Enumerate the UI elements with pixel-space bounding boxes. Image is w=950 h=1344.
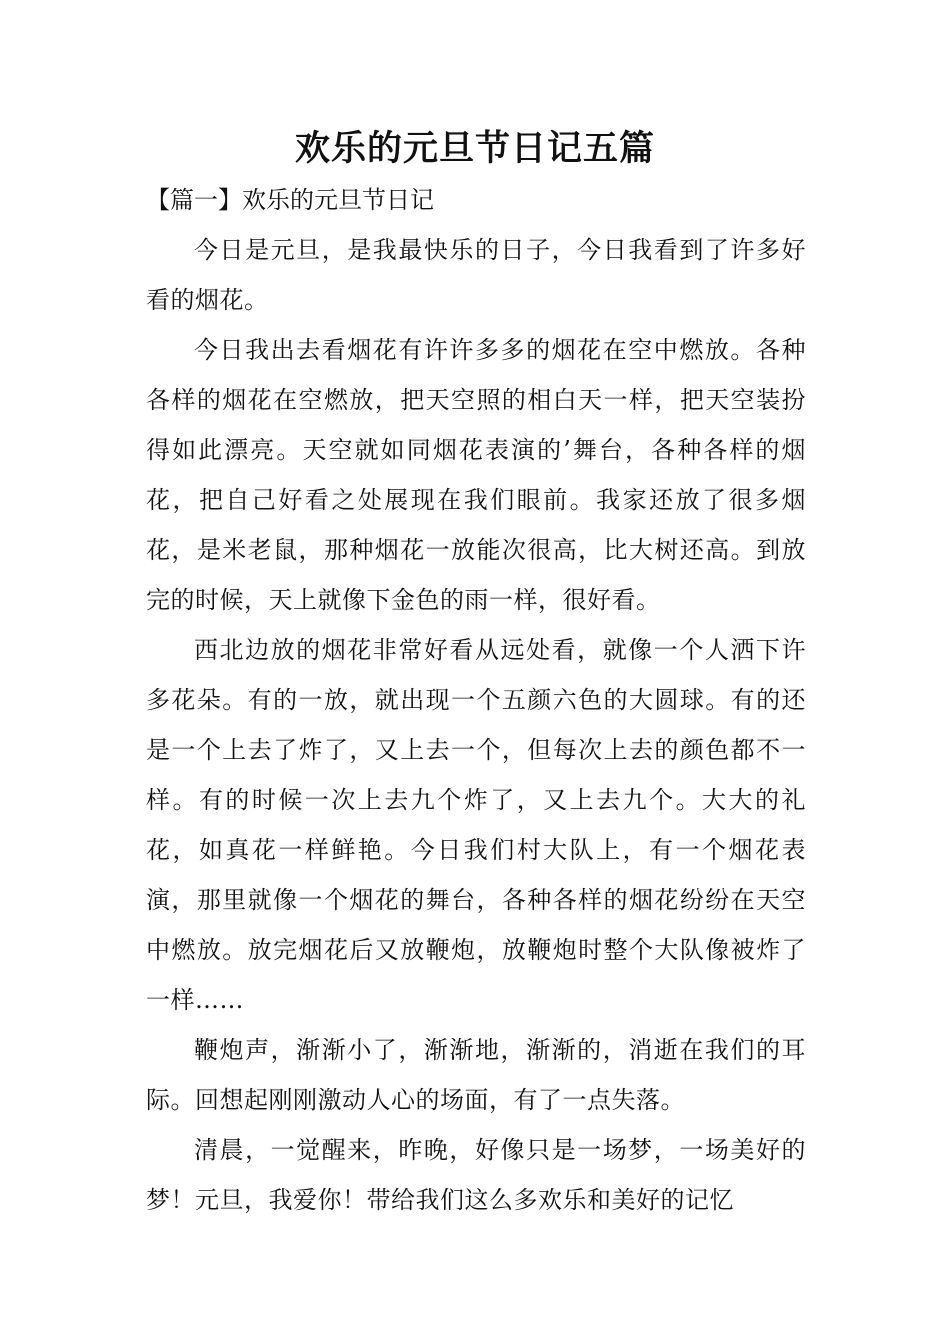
paragraph: 今日我出去看烟花有许许多多的烟花在空中燃放。各种各样的烟花在空燃放，把天空照的相白天一样，把天空装扮得如此漂亮。天空就如同烟花表演的’舞台，各种各样的烟花，把自己好看之处展现在我们眼前。我家还放了很多烟花，是米老鼠，那种烟花一放能次很高，比大树还高。到放完的时候，天上就像下金色的雨一样，很好看。	[146, 336, 806, 614]
paragraph: 鞭炮声，渐渐小了，渐渐地，渐渐的，消逝在我们的耳际。回想起刚刚激动人心的场面，有了一点失落。	[146, 1036, 806, 1114]
document-title: 欢乐的元旦节日记五篇	[294, 129, 655, 169]
document-body	[146, 225, 806, 1225]
paragraph: 西北边放的烟花非常好看从远处看，就像一个人洒下许多花朵。有的一放，就出现一个五颜六色的大圆球。有的还是一个上去了炸了，又上去一个，但每次上去的颜色都不一样。有的时候一次上去九个炸了，又上去九个。大大的礼花，如真花一样鲜艳。今日我们村大队上，有一个烟花表演，那里就像一个烟花的舞台，各种各样的烟花纷纷在天空中燃放。放完烟花后又放鞭炮，放鞭炮时整个大队像被炸了一样……	[146, 636, 806, 1014]
paragraph: 今日是元旦，是我最快乐的日子，今日我看到了许多好看的烟花。	[146, 236, 806, 314]
paragraph: 清晨，一觉醒来，昨晚，好像只是一场梦，一场美好的梦！元旦，我爱你！带给我们这么多欢乐和美好的记忆	[146, 1136, 806, 1214]
section-heading: 【篇一】欢乐的元旦节日记	[146, 186, 434, 214]
